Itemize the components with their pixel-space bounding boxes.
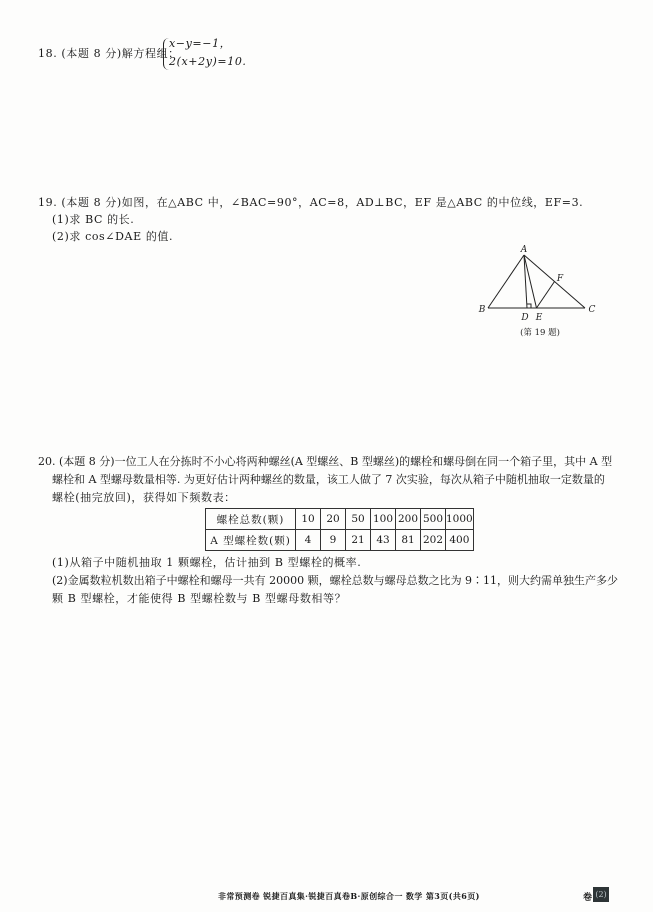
table-cell: 200: [396, 509, 421, 530]
label-f: F: [556, 274, 564, 284]
label-d: D: [521, 313, 529, 323]
q18-stem: 18. (本题 8 分)解方程组：: [38, 47, 180, 60]
q18-equation-2: 2(x+2y)=10.: [169, 55, 247, 68]
q18-equation-1: x−y=−1，: [169, 37, 232, 50]
label-e: E: [535, 313, 543, 323]
table-cell: 43: [371, 530, 396, 551]
q20-line-2: 螺栓和 A 型螺母数量相等. 为更好估计两种螺丝的数量，该工人做了 7 次实验，每次从箱子中随机抽取一定数量的: [52, 473, 605, 486]
table-row: [206, 509, 474, 530]
segment-ef: [537, 282, 555, 309]
table-cell: 10: [296, 509, 321, 530]
table-cell: 500: [421, 509, 446, 530]
frequency-table: [205, 508, 474, 551]
q20-line-3: 螺栓(抽完放回)，获得如下频数表：: [52, 491, 236, 504]
table-cell: 4: [296, 530, 321, 551]
figure-caption: (第 19 题): [520, 328, 560, 338]
triangle-figure: [475, 240, 605, 340]
q19-sub1: (1)求 BC 的长.: [52, 213, 135, 226]
q20-sub2-line-2: 颗 B 型螺栓，才能使得 B 型螺栓数与 B 型螺母数相等？: [52, 592, 347, 605]
q19-sub2: (2)求 cos∠DAE 的值.: [52, 230, 174, 243]
table-cell: 21: [346, 530, 371, 551]
table-cell: 202: [421, 530, 446, 551]
label-c: C: [588, 305, 596, 315]
right-angle-mark: [527, 304, 531, 308]
table-cell: 50: [346, 509, 371, 530]
table-cell: 9: [321, 530, 346, 551]
row-header: 螺栓总数(颗): [206, 509, 296, 530]
footer-badge: (2): [593, 887, 609, 902]
row-header: A 型螺栓数(颗): [206, 530, 296, 551]
footer-mark: 卷: [583, 893, 593, 903]
table-row: [206, 530, 474, 551]
table-cell: 20: [321, 509, 346, 530]
q20-sub1: (1)从箱子中随机抽取 1 颗螺栓，估计抽到 B 型螺栓的概率.: [52, 556, 362, 569]
q20-line-1: 20. (本题 8 分)一位工人在分拣时不小心将两种螺丝(A 型螺丝、B 型螺丝)的螺栓和螺母倒在同一个箱子里，其中 A 型: [38, 455, 613, 468]
table-cell: 100: [371, 509, 396, 530]
q20-sub2-line-1: (2)金属数粒机数出箱子中螺栓和螺母一共有 20000 颗，螺栓总数与螺母总数之比为 9∶11，则大约需单独生产多少: [52, 574, 619, 587]
table-cell: 400: [446, 530, 474, 551]
page-footer: 非常预测卷 锐捷百真集·锐捷百真卷B·原创综合一 数学 第3页(共6页): [218, 891, 480, 901]
segment-ab: [488, 255, 524, 308]
label-b: B: [478, 305, 486, 315]
table-cell: 1000: [446, 509, 474, 530]
q19-stem: 19. (本题 8 分)如图，在△ABC 中，∠BAC=90°，AC=8，AD⊥BC，EF 是△ABC 的中位线，EF=3.: [38, 196, 584, 209]
label-a: A: [520, 245, 528, 255]
table-cell: 81: [396, 530, 421, 551]
